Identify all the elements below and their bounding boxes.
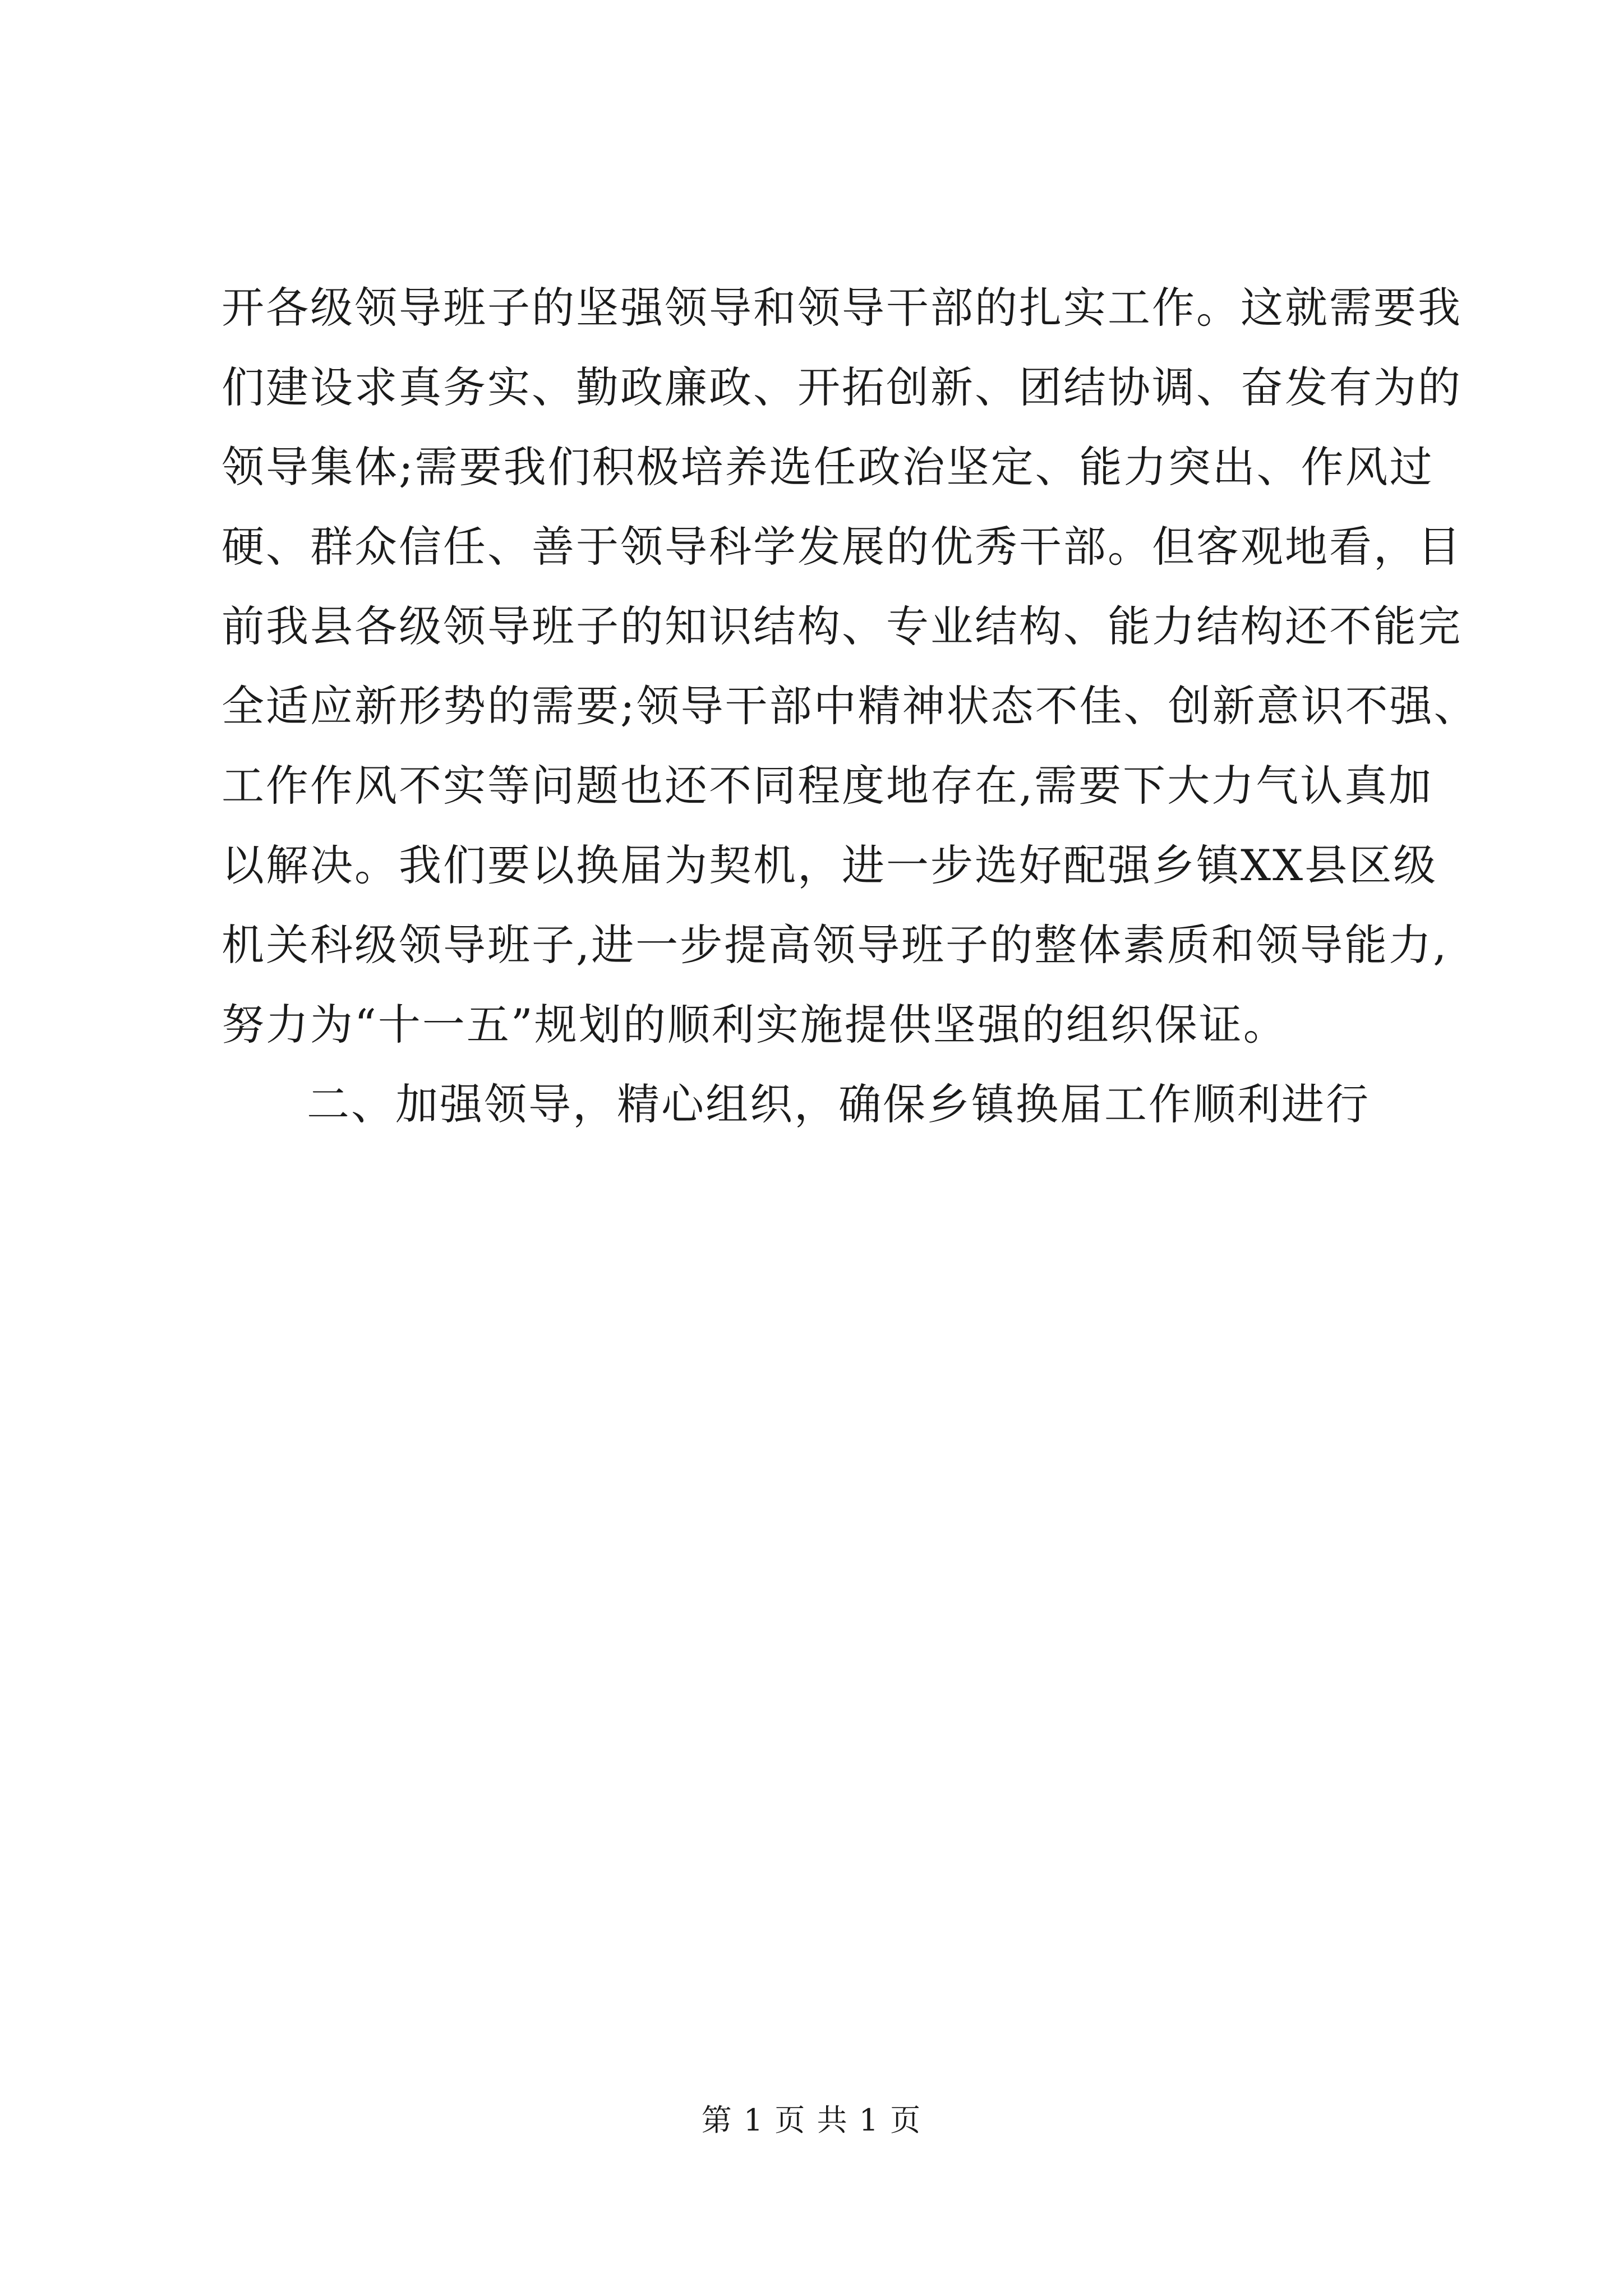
- page-number-footer: 第 1 页 共 1 页: [701, 2102, 922, 2138]
- paragraph-line: 以解决。我们要以换届为契机，进一步选好配强乡镇XX县区级: [222, 840, 1438, 890]
- document-body: [222, 268, 1478, 1144]
- section-heading: 二、加强领导，精心组织，确保乡镇换届工作顺利进行: [307, 1079, 1370, 1129]
- paragraph-line: 开各级领导班子的坚强领导和领导干部的扎实工作。这就需要我: [222, 283, 1462, 333]
- paragraph-line: 领导集体;需要我们积极培养选任政治坚定、能力突出、作风过: [222, 442, 1434, 492]
- paragraph-line: 努力为“十一五”规划的顺利实施提供坚强的组织保证。: [222, 1000, 1288, 1050]
- paragraph-line: 工作作风不实等问题也还不同程度地存在,需要下大力气认真加: [222, 761, 1433, 811]
- paragraph-line: 硬、群众信任、善于领导科学发展的优秀干部。但客观地看，目: [222, 522, 1462, 572]
- paragraph-line: 前我县各级领导班子的知识结构、专业结构、能力结构还不能完: [222, 601, 1462, 651]
- paragraph-line: 们建设求真务实、勤政廉政、开拓创新、团结协调、奋发有为的: [222, 362, 1462, 412]
- paragraph-line: 全适应新形势的需要;领导干部中精神状态不佳、创新意识不强、: [222, 681, 1478, 731]
- paragraph-line: 机关科级领导班子,进一步提高领导班子的整体素质和领导能力,: [222, 920, 1449, 970]
